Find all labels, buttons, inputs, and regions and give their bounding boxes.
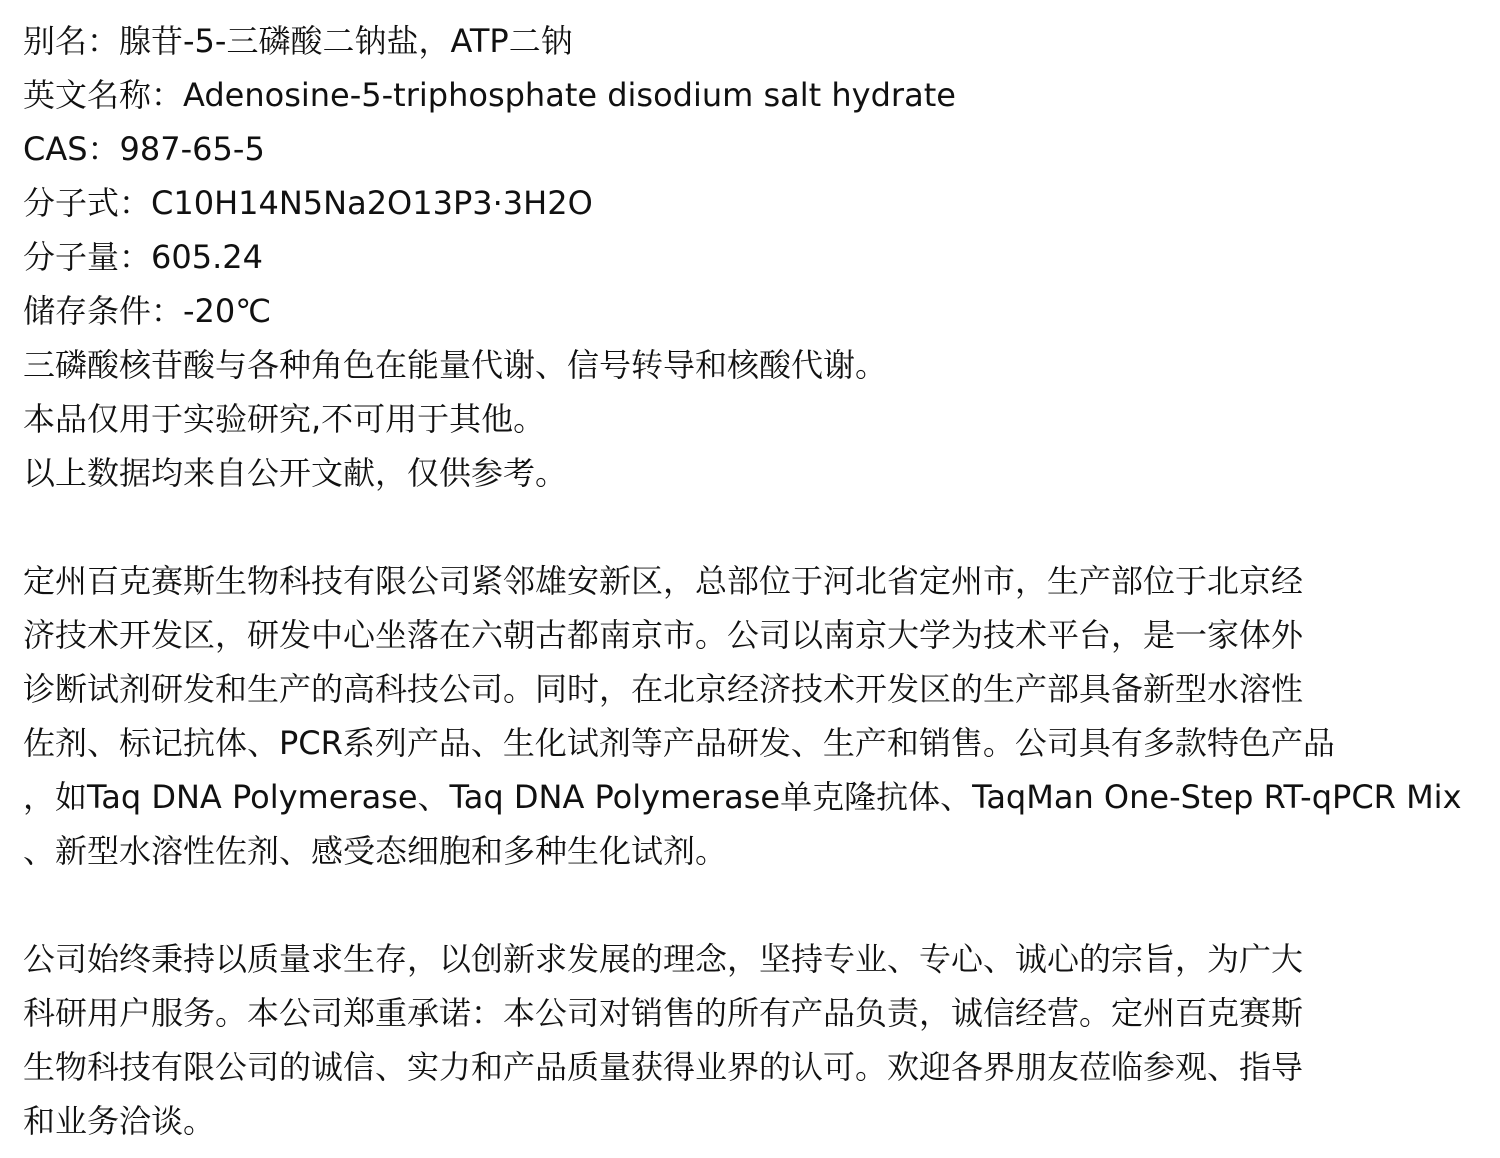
molecular-weight-line: 分子量：605.24 — [23, 238, 263, 276]
company-intro-line: 佐剂、标记抗体、PCR系列产品、生化试剂等产品研发、生产和销售。公司具有多款特色产品 — [23, 724, 1335, 762]
formula-line: 分子式：C10H14N5Na2O13P3·3H2O — [23, 184, 593, 222]
company-intro-line: 济技术开发区，研发中心坐落在六朝古都南京市。公司以南京大学为技术平台，是一家体外 — [23, 616, 1304, 654]
company-intro-line: 定州百克赛斯生物科技有限公司紧邻雄安新区，总部位于河北省定州市，生产部位于北京经 — [23, 562, 1304, 600]
english-name-line: 英文名称：Adenosine-5-triphosphate disodium salt hydrate — [23, 76, 956, 114]
usage-line: 本品仅用于实验研究,不可用于其他。 — [23, 400, 546, 438]
document-page — [23, 0, 1483, 1148]
disclaimer-line: 以上数据均来自公开文献，仅供参考。 — [23, 454, 568, 492]
company-mission-paragraph — [23, 932, 1483, 1148]
cas-line: CAS：987-65-5 — [23, 130, 265, 168]
company-intro-line: 诊断试剂研发和生产的高科技公司。同时，在北京经济技术开发区的生产部具备新型水溶性 — [23, 670, 1304, 708]
company-intro-paragraph — [23, 554, 1483, 878]
company-mission-line: 生物科技有限公司的诚信、实力和产品质量获得业界的认可。欢迎各界朋友莅临参观、指导 — [23, 1048, 1304, 1086]
company-mission-line: 科研用户服务。本公司郑重承诺：本公司对销售的所有产品负责，诚信经营。定州百克赛斯 — [23, 994, 1304, 1032]
company-mission-line: 公司始终秉持以质量求生存，以创新求发展的理念，坚持专业、专心、诚心的宗旨，为广大 — [23, 940, 1304, 978]
storage-line: 储存条件：-20℃ — [23, 292, 272, 330]
function-line: 三磷酸核苷酸与各种角色在能量代谢、信号转导和核酸代谢。 — [23, 346, 888, 384]
company-intro-line: 、新型水溶性佐剂、感受态细胞和多种生化试剂。 — [23, 832, 728, 870]
company-intro-line: ，如Taq DNA Polymerase、Taq DNA Polymerase单克隆抗体、TaqMan One-Step RT-qPCR Mix — [23, 778, 1462, 816]
alias-line: 别名：腺苷-5-三磷酸二钠盐，ATP二钠 — [23, 22, 573, 60]
company-mission-line: 和业务洽谈。 — [23, 1102, 216, 1140]
